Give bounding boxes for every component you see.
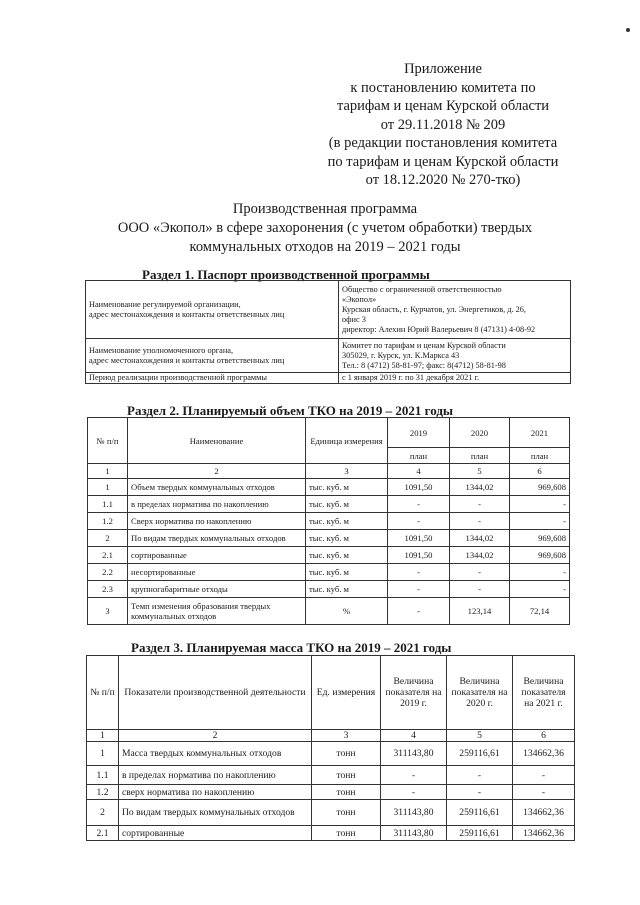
passport-label: Наименование уполномоченного органа, адрес местонахождения и контакты ответственных лиц — [86, 339, 339, 373]
passport-label: Наименование регулируемой организации, адрес местонахождения и контакты ответственных лиц — [86, 281, 339, 339]
header-plan: план — [450, 448, 510, 464]
header-unit: Ед. измерения — [312, 656, 381, 730]
header-year: Величина показателя на 2021 г. — [513, 656, 575, 730]
appendix-line: тарифам и ценам Курской области — [336, 98, 550, 114]
table-row: 2.3 крупногабаритные отходы тыс. куб. м - - - — [88, 581, 570, 598]
page-mark — [626, 28, 630, 32]
table-row: 1.2 сверх норматива по накоплению тонн - - - — [87, 785, 575, 800]
passport-value: Общество с ограниченной ответственностью «Экопол» Курская область, г. Курчатов, ул. Энергетиков, д. 26, офис 3 директор: Алехин Юрий Валерьевич 8 (47131) 4-08-92 — [339, 281, 571, 339]
header-plan: план — [388, 448, 450, 464]
appendix-line: к постановлению комитета по — [350, 79, 536, 96]
table-row: 1.1 в пределах норматива по накоплению тонн - - - — [87, 766, 575, 785]
passport-row — [86, 281, 571, 339]
table-row: 2 По видам твердых коммунальных отходов тонн 311143,80 259116,61 134662,36 — [87, 800, 575, 826]
table-row: 1.1 в пределах норматива по накоплению тыс. куб. м - - - — [88, 496, 570, 513]
header-num: № п/п — [88, 418, 128, 464]
column-number-row: 1 2 3 4 5 6 — [87, 730, 575, 742]
table-row: 2.1 сортированные тыс. куб. м 1091,50 1344,02 969,608 — [88, 547, 570, 564]
passport-table — [85, 280, 571, 384]
table-row: 2.1 сортированные тонн 311143,80 259116,61 134662,36 — [87, 826, 575, 841]
title-line: ООО «Экопол» в сфере захоронения (с учетом обработки) твердых — [117, 220, 533, 236]
title-line: Производственная программа — [232, 201, 418, 217]
appendix-line: от 18.12.2020 № 270-тко) — [365, 172, 521, 188]
appendix-note — [318, 60, 568, 190]
table-row: 2 По видам твердых коммунальных отходов тыс. куб. м 1091,50 1344,02 969,608 — [88, 530, 570, 547]
header-year: 2020 — [450, 418, 510, 448]
header-plan: план — [510, 448, 570, 464]
section1-heading: Раздел 1. Паспорт производственной программы — [142, 267, 430, 282]
section3-heading: Раздел 3. Планируемая масса ТКО на 2019 – 2021 годы — [131, 640, 452, 655]
table-row: 2.2 несортированные тыс. куб. м - - - — [88, 564, 570, 581]
header-year: 2019 — [388, 418, 450, 448]
passport-value: Комитет по тарифам и ценам Курской области 305029, г. Курск, ул. К.Маркса 43 Тел.: 8 (4712) 58-81-97; факс: 8(4712) 58-81-98 — [339, 339, 571, 373]
passport-row — [86, 339, 571, 373]
passport-value: с 1 января 2019 г. по 31 декабря 2021 г. — [339, 373, 571, 384]
volume-table — [87, 417, 570, 625]
appendix-line: Приложение — [404, 61, 482, 77]
appendix-line: (в редакции постановления комитета — [328, 135, 558, 151]
header-unit: Единица измерения — [306, 418, 388, 464]
passport-row — [86, 373, 571, 384]
header-year: Величина показателя на 2020 г. — [447, 656, 513, 730]
document-title — [80, 200, 570, 257]
appendix-line: от 29.11.2018 № 209 — [380, 116, 506, 133]
table-row: 3 Темп изменения образования твердых коммунальных отходов % - 123,14 72,14 — [88, 598, 570, 625]
passport-label: Период реализации производственной программы — [86, 373, 339, 384]
header-name: Наименование — [128, 418, 306, 464]
appendix-line: по тарифам и ценам Курской области — [327, 153, 559, 170]
table-row: 1 Объем твердых коммунальных отходов тыс. куб. м 1091,50 1344,02 969,608 — [88, 479, 570, 496]
table-row: 1.2 Сверх норматива по накоплению тыс. куб. м - - - — [88, 513, 570, 530]
mass-table — [86, 655, 575, 841]
header-year: 2021 — [510, 418, 570, 448]
header-num: № п/п — [87, 656, 119, 730]
header-year: Величина показателя на 2019 г. — [381, 656, 447, 730]
table-row: 1 Масса твердых коммунальных отходов тонн 311143,80 259116,61 134662,36 — [87, 742, 575, 766]
header-name: Показатели производственной деятельности — [119, 656, 312, 730]
section2-heading: Раздел 2. Планируемый объем ТКО на 2019 – 2021 годы — [127, 403, 454, 418]
title-line: коммунальных отходов на 2019 – 2021 годы — [189, 239, 461, 255]
column-number-row: 1 2 3 4 5 6 — [88, 464, 570, 479]
